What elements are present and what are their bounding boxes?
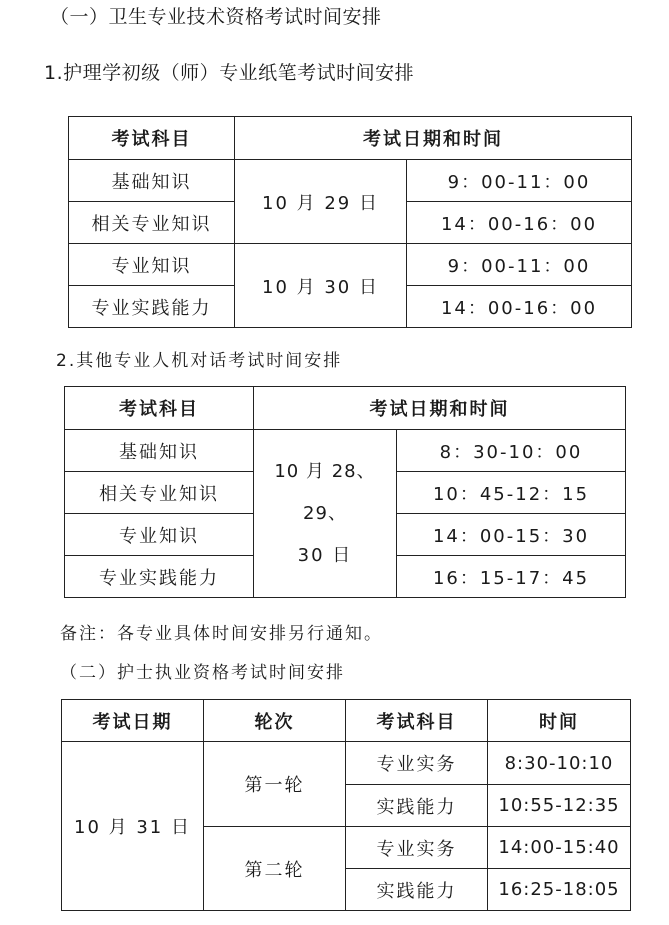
subject-cell: 基础知识 bbox=[69, 160, 235, 202]
table-header-row bbox=[65, 387, 626, 430]
time-cell: 10:55-12:35 bbox=[488, 785, 631, 827]
subject-cell: 专业知识 bbox=[69, 244, 235, 286]
subject-cell: 相关专业知识 bbox=[65, 472, 254, 514]
nurse-exam-table bbox=[61, 699, 631, 911]
time-cell: 10：45-12：15 bbox=[397, 472, 626, 514]
time-cell: 14:00-15:40 bbox=[488, 827, 631, 869]
subject-cell: 专业知识 bbox=[65, 514, 254, 556]
subject-cell: 专业实践能力 bbox=[69, 286, 235, 328]
header-datetime: 考试日期和时间 bbox=[235, 117, 632, 160]
time-cell: 14：00-16：00 bbox=[407, 286, 632, 328]
time-cell: 9：00-11：00 bbox=[407, 244, 632, 286]
subject-cell: 专业实务 bbox=[346, 827, 488, 869]
subject-cell: 专业实践能力 bbox=[65, 556, 254, 598]
note-text: 备注：各专业具体时间安排另行通知。 bbox=[60, 624, 383, 644]
date-line-1: 10 月 28、29、 bbox=[274, 460, 376, 524]
time-cell: 9：00-11：00 bbox=[407, 160, 632, 202]
paper-exam-title: 1.护理学初级（师）专业纸笔考试时间安排 bbox=[44, 62, 415, 84]
table-header-row bbox=[69, 117, 632, 160]
table-row bbox=[65, 430, 626, 472]
section2-title: （二）护士执业资格考试时间安排 bbox=[60, 663, 345, 683]
header-datetime: 考试日期和时间 bbox=[254, 387, 626, 430]
table-row bbox=[69, 244, 632, 286]
date-cell: 10 月 30 日 bbox=[235, 244, 407, 328]
subject-cell: 实践能力 bbox=[346, 869, 488, 911]
table-header-row bbox=[62, 700, 631, 742]
time-cell: 14：00-16：00 bbox=[407, 202, 632, 244]
computer-exam-table bbox=[64, 386, 626, 598]
round-cell: 第一轮 bbox=[204, 742, 346, 827]
round-cell: 第二轮 bbox=[204, 827, 346, 911]
subject-cell: 相关专业知识 bbox=[69, 202, 235, 244]
subject-cell: 专业实务 bbox=[346, 742, 488, 785]
header-subject: 考试科目 bbox=[346, 700, 488, 742]
section1-title: （一）卫生专业技术资格考试时间安排 bbox=[50, 6, 382, 28]
computer-exam-title: 2.其他专业人机对话考试时间安排 bbox=[56, 351, 343, 371]
header-subject: 考试科目 bbox=[69, 117, 235, 160]
date-cell bbox=[254, 430, 397, 598]
table-row bbox=[62, 742, 631, 785]
subject-cell: 实践能力 bbox=[346, 785, 488, 827]
time-cell: 16：15-17：45 bbox=[397, 556, 626, 598]
paper-exam-table bbox=[68, 116, 632, 328]
time-cell: 14：00-15：30 bbox=[397, 514, 626, 556]
header-subject: 考试科目 bbox=[65, 387, 254, 430]
header-time: 时间 bbox=[488, 700, 631, 742]
time-cell: 16:25-18:05 bbox=[488, 869, 631, 911]
header-round: 轮次 bbox=[204, 700, 346, 742]
header-date: 考试日期 bbox=[62, 700, 204, 742]
subject-cell: 基础知识 bbox=[65, 430, 254, 472]
table-row bbox=[69, 160, 632, 202]
time-cell: 8:30-10:10 bbox=[488, 742, 631, 785]
date-line-2: 30 日 bbox=[297, 544, 353, 566]
date-cell: 10 月 31 日 bbox=[62, 742, 204, 911]
time-cell: 8：30-10：00 bbox=[397, 430, 626, 472]
date-cell: 10 月 29 日 bbox=[235, 160, 407, 244]
